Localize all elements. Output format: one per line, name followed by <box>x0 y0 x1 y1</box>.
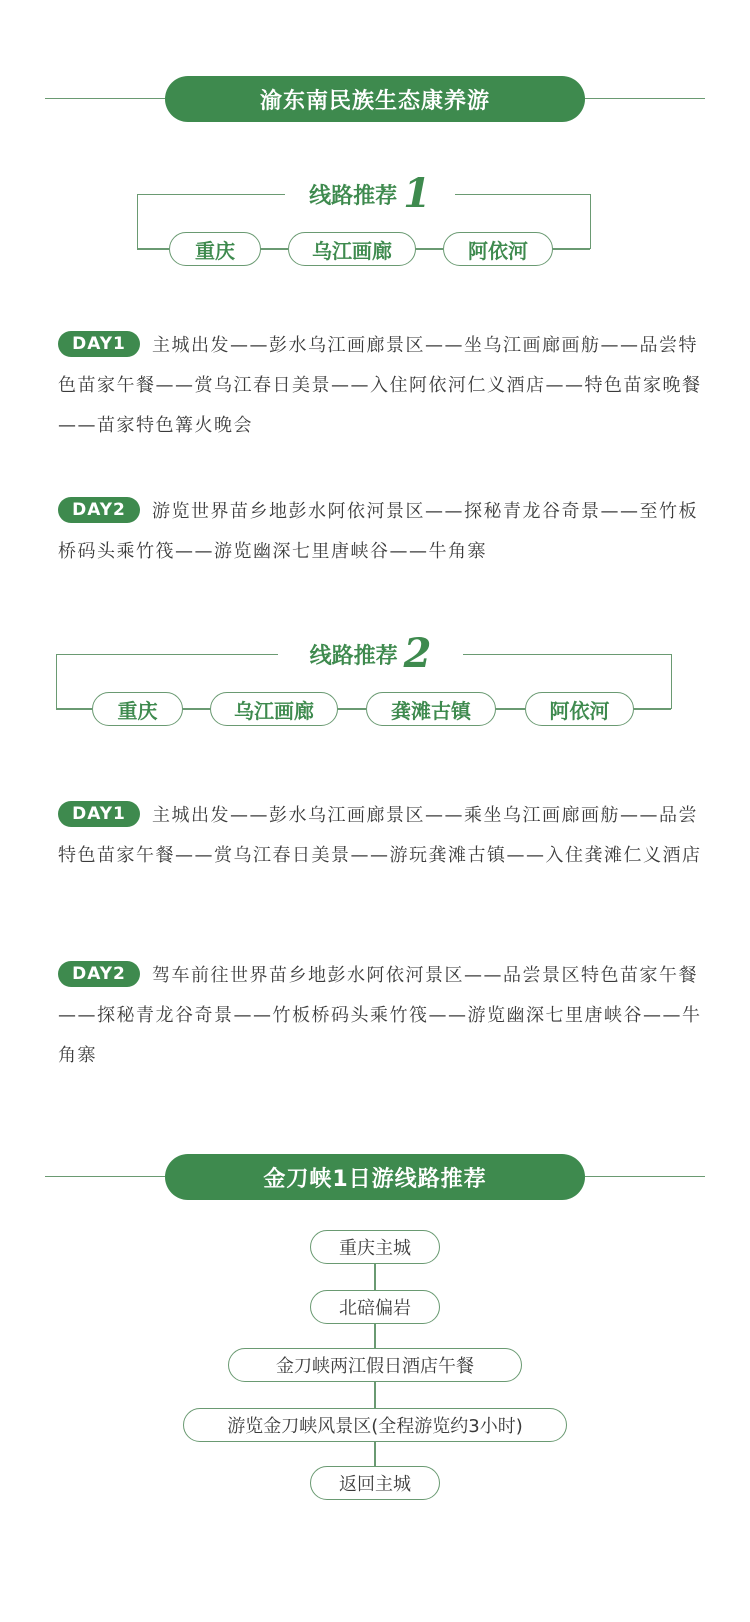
flow-step: 金刀峡两江假日酒店午餐 <box>228 1348 522 1382</box>
flow-connector <box>374 1440 376 1468</box>
day-text: 主城出发——彭水乌江画廊景区——乘坐乌江画廊画舫——品尝特色苗家午餐——赏乌江春日美景——游玩龚滩古镇——入住龚滩仁义酒店 <box>58 805 702 866</box>
flow-connector <box>374 1322 376 1350</box>
route-stop: 阿依河 <box>525 692 634 726</box>
route-number: 1 <box>403 170 431 217</box>
section-title: 渝东南民族生态康养游 <box>165 76 585 122</box>
route-label: 线路推荐 <box>309 643 398 669</box>
route-stop: 阿依河 <box>443 232 553 266</box>
connector <box>633 708 671 710</box>
route-stop: 龚滩古镇 <box>366 692 496 726</box>
connector <box>137 248 169 250</box>
day-itinerary <box>58 326 703 446</box>
connector <box>56 708 92 710</box>
day-badge: DAY1 <box>58 331 140 357</box>
section-header-1 <box>0 76 750 122</box>
connector <box>260 248 288 250</box>
day-itinerary <box>58 956 703 1076</box>
day-badge: DAY1 <box>58 801 140 827</box>
flow-step: 重庆主城 <box>310 1230 440 1264</box>
route-2-diagram <box>0 632 750 732</box>
flow-step: 北碚偏岩 <box>310 1290 440 1324</box>
section-header-2 <box>0 1154 750 1200</box>
day-itinerary <box>58 492 703 572</box>
header-line-left <box>45 1176 165 1177</box>
flow-step: 返回主城 <box>310 1466 440 1500</box>
day-text: 驾车前往世界苗乡地彭水阿依河景区——品尝景区特色苗家午餐——探秘青龙谷奇景——竹板桥码头乘竹筏——游览幽深七里唐峡谷——牛角寨 <box>58 965 702 1066</box>
connector <box>552 248 590 250</box>
route-stop: 重庆 <box>92 692 183 726</box>
connector <box>336 708 366 710</box>
route-number: 2 <box>403 630 432 677</box>
flow-step: 游览金刀峡风景区(全程游览约3小时) <box>183 1408 567 1442</box>
route-label: 线路推荐 <box>309 183 398 209</box>
route-stop: 乌江画廊 <box>210 692 338 726</box>
route-1-diagram <box>0 172 750 272</box>
route-title <box>278 632 463 676</box>
flow-connector <box>374 1380 376 1408</box>
header-line-right <box>585 1176 705 1177</box>
day-badge: DAY2 <box>58 497 140 523</box>
day-text: 游览世界苗乡地彭水阿依河景区——探秘青龙谷奇景——至竹板桥码头乘竹筏——游览幽深七里唐峡谷——牛角寨 <box>58 501 698 562</box>
flow-connector <box>374 1262 376 1292</box>
day-text: 主城出发——彭水乌江画廊景区——坐乌江画廊画舫——品尝特色苗家午餐——赏乌江春日美景——入住阿依河仁义酒店——特色苗家晚餐——苗家特色篝火晚会 <box>58 335 702 436</box>
day-itinerary <box>58 796 703 876</box>
route-stop: 乌江画廊 <box>288 232 416 266</box>
day-badge: DAY2 <box>58 961 140 987</box>
route-stop: 重庆 <box>169 232 261 266</box>
route-title <box>285 172 455 216</box>
section-title: 金刀峡1日游线路推荐 <box>165 1154 585 1200</box>
connector <box>495 708 525 710</box>
header-line-right <box>585 98 705 99</box>
connector <box>182 708 210 710</box>
connector <box>415 248 443 250</box>
header-line-left <box>45 98 165 99</box>
